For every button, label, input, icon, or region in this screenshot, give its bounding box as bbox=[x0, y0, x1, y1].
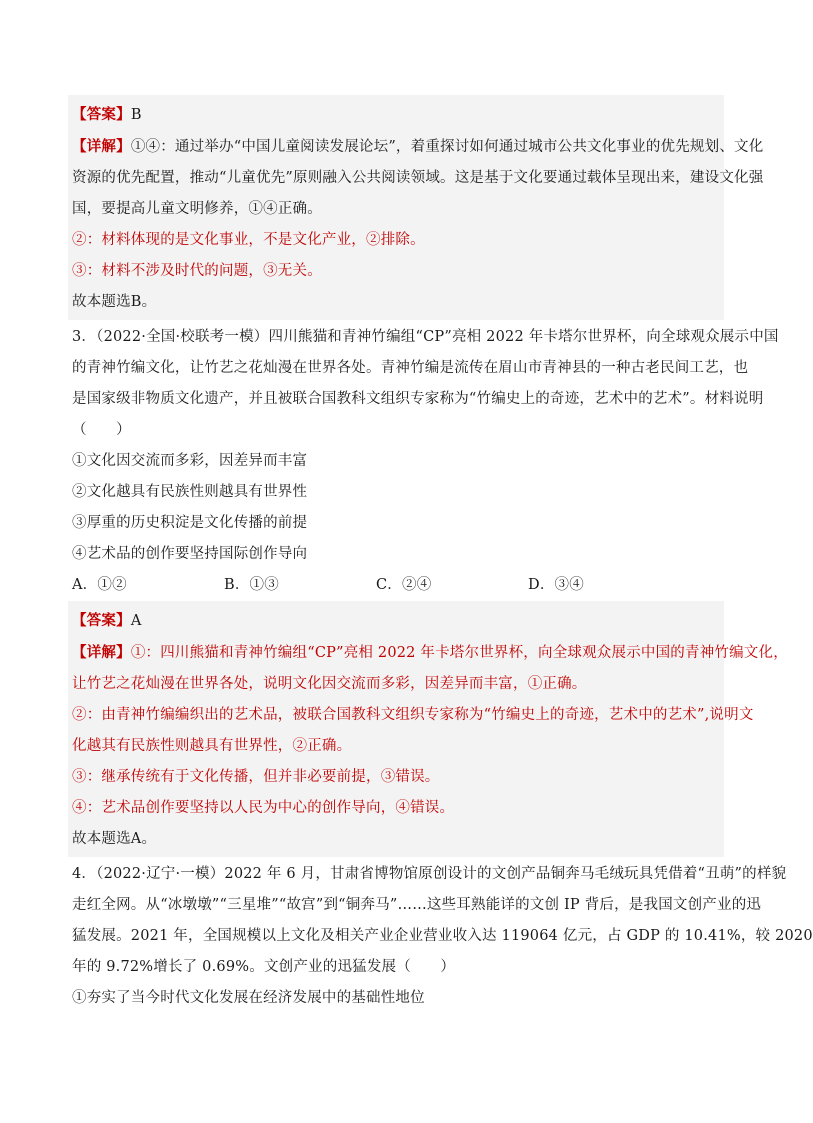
q2-answer-line bbox=[72, 99, 720, 131]
q3-statement-3: ③厚重的历史积淀是文化传播的前提 bbox=[72, 515, 308, 531]
q2-detail-line-3: 国，要提高儿童文明修养，①④正确。 bbox=[72, 201, 322, 217]
q2-red-line-2: ③：材料不涉及时代的问题，③无关。 bbox=[72, 263, 322, 279]
q2-detail-line-1 bbox=[72, 131, 764, 163]
q3-red-line-4: ④：艺术品创作要坚持以人民为中心的创作导向，④错误。 bbox=[72, 800, 455, 816]
q4-stem-line-4: 年的 9.72%增长了 0.69%。文创产业的迅猛发展（ ） bbox=[72, 959, 456, 975]
q4-statement-1: ①夯实了当今时代文化发展在经济发展中的基础性地位 bbox=[72, 990, 425, 1006]
q2-detail-line-2: 资源的优先配置，推动“儿童优先”原则融入公共阅读领域。这是基于文化要通过载体呈现出来，建设文化强 bbox=[72, 170, 764, 186]
q3-red-line-1: ②：由青神竹编编织出的艺术品，被联合国教科文组织专家称为“竹编史上的奇迹，艺术中的艺术”,说明文 bbox=[72, 707, 754, 723]
q4-question bbox=[68, 859, 813, 1014]
q2-answer-block bbox=[68, 95, 764, 320]
q3-detail-line-2: 让竹艺之花灿漫在世界各处，说明文化因交流而多彩，因差异而丰富，①正确。 bbox=[72, 676, 587, 692]
q3-stem-line-1: 3．（2022·全国·校联考一模）四川熊猫和青神竹编组“CP”亮相 2022 年卡塔尔世界杯，向全球观众展示中国 bbox=[72, 329, 779, 345]
q3-option-d: D．③④ bbox=[528, 577, 584, 593]
q3-red-line-2: 化越其有民族性则越具有世界性，②正确。 bbox=[72, 738, 352, 754]
detail-tag: 【详解】 bbox=[72, 138, 131, 155]
q3-stem-line-2: 的青神竹编文化，让竹艺之花灿漫在世界各处。青神竹编是流传在眉山市青神县的一种古老民间工艺，也 bbox=[72, 360, 749, 376]
q2-red-line-1: ②：材料体现的是文化事业，不是文化产业，②排除。 bbox=[72, 232, 425, 248]
q3-options bbox=[68, 570, 724, 601]
q3-statement-2: ②文化越具有民族性则越具有世界性 bbox=[72, 484, 308, 500]
detail-tag: 【详解】 bbox=[72, 644, 131, 661]
answer-tag: 【答案】 bbox=[72, 612, 131, 629]
q3-detail-line-1 bbox=[72, 637, 788, 669]
q3-red-line-3: ③：继承传统有于文化传播，但并非必要前提，③错误。 bbox=[72, 769, 440, 785]
document-page bbox=[68, 95, 813, 1014]
answer-value: B bbox=[130, 107, 142, 123]
answer-value: A bbox=[130, 613, 142, 629]
q3-question bbox=[68, 322, 779, 570]
q3-statement-4: ④艺术品的创作要坚持国际创作导向 bbox=[72, 546, 308, 562]
q2-conclusion: 故本题选B。 bbox=[72, 294, 157, 310]
q4-stem-line-1: 4．（2022·辽宁·一模）2022 年 6 月，甘肃省博物馆原创设计的文创产品铜奔马毛绒玩具凭借着“丑萌”的样貌 bbox=[72, 866, 787, 882]
q3-stem-line-4: （ ） bbox=[72, 422, 131, 438]
q4-stem-line-2: 走红全网。从“冰墩墩”“三星堆”“故宫”到“铜奔马”……这些耳熟能详的文创 IP 背后，是我国文创产业的迅 bbox=[72, 897, 762, 913]
q3-option-a: A．①② bbox=[72, 577, 127, 593]
q3-option-b: B．①③ bbox=[224, 577, 279, 593]
q3-option-c: C．②④ bbox=[376, 577, 432, 593]
detail-text: ①：四川熊猫和青神竹编组“CP”亮相 2022 年卡塔尔世界杯，向全球观众展示中国的青神竹编文化， bbox=[130, 645, 788, 661]
answer-tag: 【答案】 bbox=[72, 106, 131, 123]
q3-conclusion: 故本题选A。 bbox=[72, 831, 157, 847]
q3-statement-1: ①文化因交流而多彩，因差异而丰富 bbox=[72, 453, 308, 469]
q4-stem-line-3: 猛发展。2021 年，全国规模以上文化及相关产业企业营业收入达 119064 亿元，占 GDP 的 10.41%，较 2020 bbox=[72, 928, 813, 944]
detail-text: ①④：通过举办“中国儿童阅读发展论坛”，着重探讨如何通过城市公共文化事业的优先规划、文化 bbox=[130, 139, 764, 155]
q3-answer-line bbox=[72, 605, 720, 637]
q3-answer-block bbox=[68, 601, 788, 857]
q3-stem-line-3: 是国家级非物质文化遗产，并且被联合国教科文组织专家称为“竹编史上的奇迹，艺术中的艺术”。材料说明 bbox=[72, 391, 764, 407]
